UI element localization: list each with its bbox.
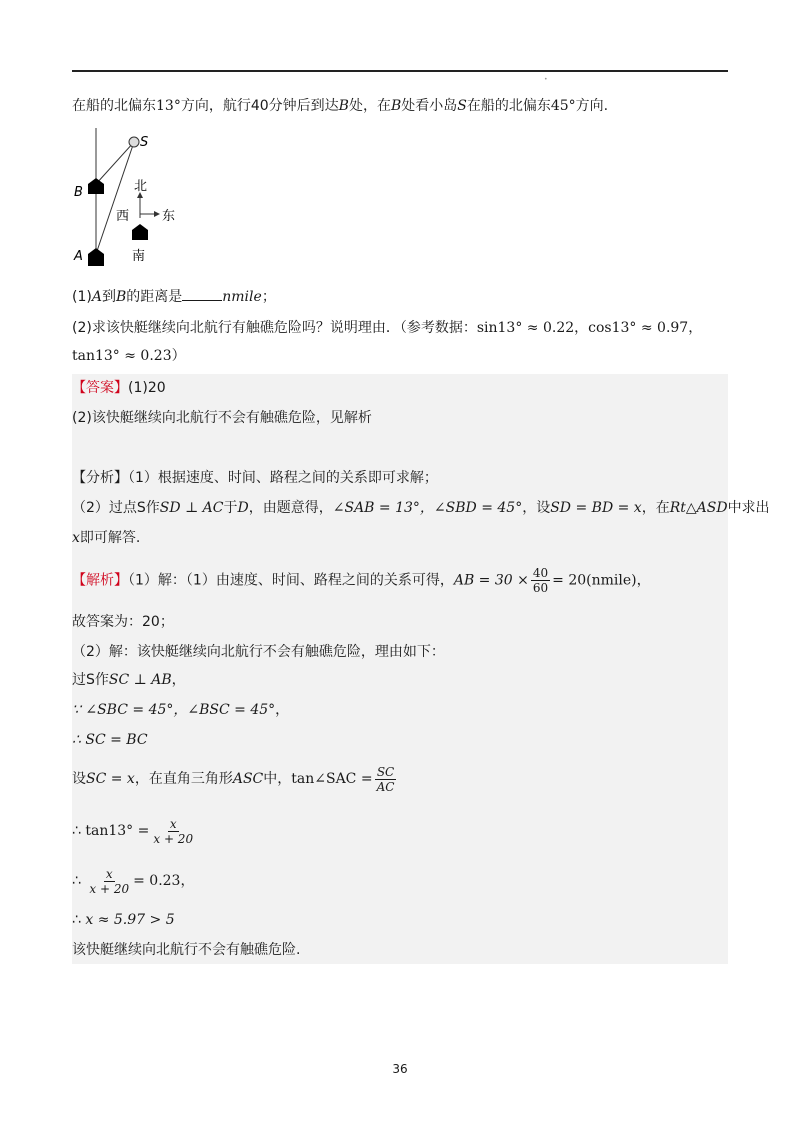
solution-line-6 xyxy=(72,730,148,750)
solution-eq-9: = 0.23 xyxy=(133,873,181,889)
solution-text-3: （2）解：该快艇继续向北航行不会有触礁危险，理由如下： xyxy=(72,644,445,660)
solution-text-7e: 中， xyxy=(263,771,292,787)
intro-angle-2: 45° xyxy=(550,98,576,114)
solution-line-11 xyxy=(72,940,300,960)
solution-text-2: 故答案为：20； xyxy=(72,614,174,630)
frac1-numerator: 40 xyxy=(532,566,549,580)
intro-text-3: 处，在 xyxy=(348,98,391,114)
line-a-to-s xyxy=(96,142,134,254)
q1-end: ； xyxy=(261,289,276,305)
frac1-denominator: 60 xyxy=(532,581,549,595)
solution-fraction-8 xyxy=(151,817,195,846)
solution-therefore-9: ∴ xyxy=(72,873,81,889)
solution-line-7 xyxy=(72,764,398,794)
analysis-let: SD = BD = x xyxy=(550,500,642,516)
answer-tag: 【答案】 xyxy=(72,380,128,396)
q2-cos-data: cos13° ≈ 0.97 xyxy=(588,320,689,336)
intro-point-b2: B xyxy=(390,98,402,114)
solution-line-10 xyxy=(72,910,175,930)
solution-line-5 xyxy=(72,700,289,720)
q2-text: (2)求该快艇继续向北航行有触礁危险吗？说明理由．（参考数据： xyxy=(72,320,477,336)
solution-text-4c: ， xyxy=(171,672,186,688)
solution-end-5: ， xyxy=(275,702,290,718)
frac7-denominator: AC xyxy=(376,779,395,794)
q1-text: 的距离是 xyxy=(126,289,183,305)
q1-answer-blank xyxy=(182,286,222,301)
solution-line-1 xyxy=(72,566,651,595)
q1-text-mid: 到 xyxy=(101,289,116,305)
analysis-line-2 xyxy=(72,498,770,518)
solution-text-7c: ，在直角三角形 xyxy=(134,771,233,787)
answer-2: (2)该快艇继续向北航行不会有触礁危险，见解析 xyxy=(72,410,372,426)
solution-text-4a: 过S作 xyxy=(72,672,109,688)
solution-tan13: tan13° = xyxy=(85,823,150,839)
solution-end-1: ， xyxy=(636,572,651,589)
q1-number: (1) xyxy=(72,289,92,305)
island-s-marker xyxy=(129,137,139,147)
intro-text-4: 处看小岛 xyxy=(401,98,458,114)
solution-perp: SC ⊥ AB xyxy=(108,672,172,688)
analysis-text-1: （1）根据速度、时间、路程之间的关系即可求解； xyxy=(128,470,438,486)
intro-point-b: B xyxy=(338,98,349,114)
solution-text-1: （1）解：（1）由速度、时间、路程之间的关系可得， xyxy=(128,572,454,589)
intro-point-s: S xyxy=(457,98,467,114)
compass-south-label: 南 xyxy=(132,249,146,264)
compass-west-label: 西 xyxy=(116,209,130,224)
solution-text-7a: 设 xyxy=(72,771,86,787)
dot-mark: • xyxy=(544,76,548,83)
solution-line-8 xyxy=(72,816,197,846)
boat-b-marker xyxy=(88,178,104,194)
compass-north-label: 北 xyxy=(134,179,148,194)
solution-line-4 xyxy=(72,670,186,690)
solution-triangle: ASC xyxy=(232,771,264,787)
navigation-figure xyxy=(70,126,190,276)
solution-eq-1a: AB = 30 × xyxy=(453,572,529,589)
q1-unit: nmile xyxy=(222,289,262,305)
intro-text-2: 方向，航行40分钟后到达 xyxy=(180,98,339,114)
frac9-denominator: x + 20 xyxy=(89,881,130,896)
label-s: S xyxy=(140,135,149,150)
analysis-perp: SD ⊥ AC xyxy=(159,500,224,516)
answer-1: (1)20 xyxy=(128,380,166,396)
problem-intro xyxy=(72,96,608,116)
solution-line-9 xyxy=(72,866,194,896)
solution-tan-def: tan∠SAC = xyxy=(291,771,373,787)
analysis-text-2g: ，设 xyxy=(522,500,551,516)
intro-text-1: 在船的北偏东 xyxy=(72,98,156,114)
analysis-text-2k: 中求出 xyxy=(727,500,770,516)
q1-point-b: B xyxy=(115,289,127,305)
analysis-angles: ∠SAB = 13°，∠SBD = 45° xyxy=(332,500,523,516)
intro-text-6: 方向. xyxy=(575,98,609,114)
answer-line-1 xyxy=(72,378,166,398)
analysis-text-3: 即可解答. xyxy=(79,530,141,546)
answer-line-2 xyxy=(72,408,372,428)
q2-tan-data: tan13° ≈ 0.23 xyxy=(72,348,172,364)
solution-therefore: ∴ SC = BC xyxy=(72,732,148,748)
analysis-line-3 xyxy=(72,528,140,548)
analysis-point-d: D xyxy=(237,500,249,516)
solution-tag: 【解析】 xyxy=(72,572,128,589)
solution-conclusion: 该快艇继续向北航行不会有触礁危险. xyxy=(72,942,301,958)
compass-boat-icon xyxy=(132,224,148,240)
analysis-text-2e: ，由题意得， xyxy=(248,500,333,516)
line-b-to-s xyxy=(96,142,134,184)
frac8-denominator: x + 20 xyxy=(153,831,194,846)
q2-sin-data: sin13° ≈ 0.22 xyxy=(476,320,575,336)
analysis-text-2i: ，在 xyxy=(641,500,670,516)
solution-fraction-7 xyxy=(375,765,397,794)
analysis-text-2a: （2）过点S作 xyxy=(72,500,160,516)
q1-point-a: A xyxy=(91,289,102,305)
q2-sep-1: ， xyxy=(574,320,589,336)
label-a: A xyxy=(74,249,83,264)
solution-fraction-1 xyxy=(531,566,550,595)
solution-let-x: SC = x xyxy=(86,771,135,787)
analysis-line-1 xyxy=(72,468,438,488)
q2-end: ） xyxy=(171,348,186,364)
solution-line-2 xyxy=(72,612,174,632)
frac9-numerator: x xyxy=(105,866,113,881)
frac8-numerator: x xyxy=(169,816,177,831)
intro-text-5: 在船的北偏东 xyxy=(466,98,551,114)
solution-fraction-9 xyxy=(87,867,131,896)
compass-east-head xyxy=(154,211,160,217)
analysis-triangle: Rt△ASD xyxy=(669,500,728,516)
analysis-var-x: x xyxy=(72,530,80,546)
solution-because: ∵ ∠SBC = 45°，∠BSC = 45° xyxy=(72,702,276,718)
label-b: B xyxy=(74,185,83,200)
frac7-numerator: SC xyxy=(376,764,395,779)
solution-line-3 xyxy=(72,642,445,662)
solution-end-9: ， xyxy=(180,873,195,889)
solution-therefore-8: ∴ xyxy=(72,823,81,839)
compass-east-label: 东 xyxy=(162,209,176,224)
solution-therefore-10: ∴ xyxy=(72,912,81,928)
question-2-cont xyxy=(72,346,186,366)
header-rule xyxy=(72,70,728,72)
analysis-tag: 【分析】 xyxy=(72,470,128,486)
page-number: 36 xyxy=(392,1062,408,1076)
q2-sep-2: ， xyxy=(688,320,703,336)
analysis-text-2c: 于 xyxy=(223,500,238,516)
question-2 xyxy=(72,318,702,338)
boat-a-marker xyxy=(88,248,104,266)
solution-result: x ≈ 5.97 > 5 xyxy=(85,912,175,928)
question-1 xyxy=(72,286,276,307)
intro-angle-1: 13° xyxy=(156,98,181,114)
solution-eq-1b: = 20(nmile) xyxy=(552,572,637,589)
